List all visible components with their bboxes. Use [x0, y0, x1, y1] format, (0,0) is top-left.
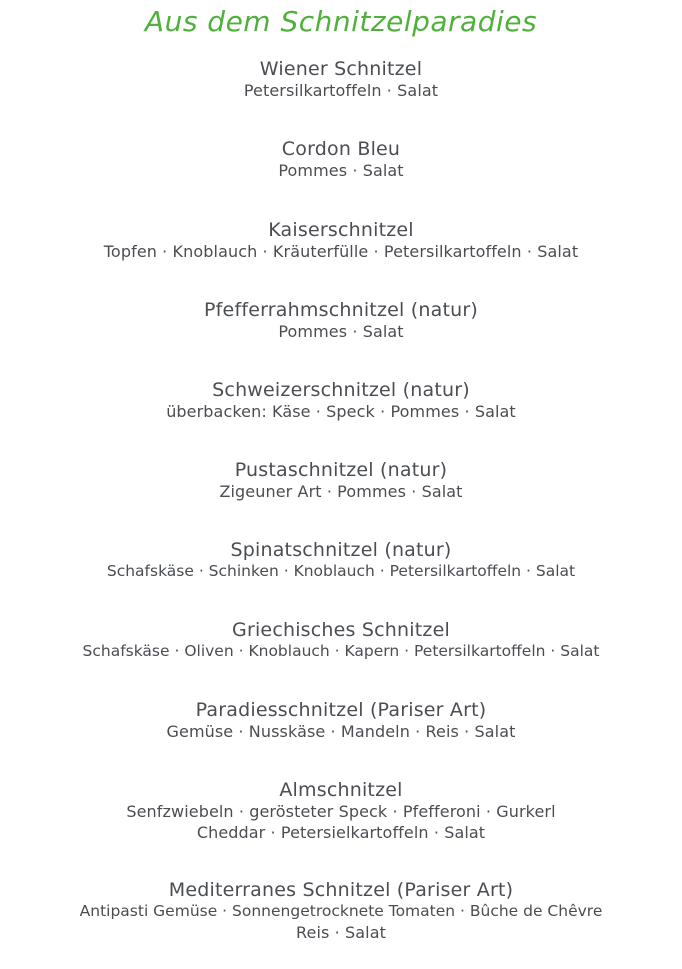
dish-name: Kaiserschnitzel	[268, 219, 414, 241]
dish-description: Schafskäse · Schinken · Knoblauch · Petersilkartoffeln · Salat	[106, 562, 576, 580]
dish-description: Topfen · Knoblauch · Kräuterfülle · Petersilkartoffeln · Salat	[103, 242, 579, 261]
dish-name: Pustaschnitzel (natur)	[234, 459, 448, 481]
dish-description: Pommes · Salat	[278, 161, 404, 180]
dish-description: überbacken: Käse · Speck · Pommes · Salat	[166, 402, 516, 421]
dish-description: Pommes · Salat	[278, 322, 404, 341]
dish-schweizerschnitzel	[0, 379, 682, 422]
menu-title: Aus dem Schnitzelparadies	[144, 5, 538, 38]
dish-description: Cheddar · Petersielkartoffeln · Salat	[196, 823, 486, 842]
dish-name: Griechisches Schnitzel	[232, 619, 450, 641]
dish-description: Schafskäse · Oliven · Knoblauch · Kapern · Petersilkartoffeln · Salat	[82, 642, 600, 660]
dish-description: Gemüse · Nusskäse · Mandeln · Reis · Salat	[166, 722, 516, 741]
dish-cordon-bleu	[0, 138, 682, 181]
dish-kaiserschnitzel	[0, 219, 682, 262]
dish-description: Petersilkartoffeln · Salat	[243, 81, 439, 100]
dish-pustaschnitzel	[0, 459, 682, 502]
dish-spinatschnitzel	[0, 539, 682, 582]
dish-name: Wiener Schnitzel	[259, 58, 423, 80]
dish-name: Mediterranes Schnitzel (Pariser Art)	[168, 879, 514, 901]
dish-mediterranes-schnitzel	[0, 879, 682, 943]
dish-description: Antipasti Gemüse · Sonnengetrocknete Tomaten · Bûche de Chêvre	[79, 902, 603, 920]
dish-name: Cordon Bleu	[281, 138, 401, 160]
dish-name: Schweizerschnitzel (natur)	[212, 379, 470, 401]
dish-paradiesschnitzel	[0, 699, 682, 742]
dish-name: Spinatschnitzel (natur)	[230, 539, 452, 561]
dish-description: Reis · Salat	[296, 923, 386, 942]
dish-pfefferrahmschnitzel	[0, 299, 682, 342]
dish-almschnitzel	[0, 779, 682, 843]
dish-name: Almschnitzel	[279, 779, 403, 801]
dish-griechisches-schnitzel	[0, 619, 682, 662]
dish-name: Pfefferrahmschnitzel (natur)	[204, 299, 478, 321]
dish-description: Senfzwiebeln · gerösteter Speck · Pfefferoni · Gurkerl	[126, 802, 556, 821]
dish-description: Zigeuner Art · Pommes · Salat	[219, 482, 463, 501]
dish-name: Paradiesschnitzel (Pariser Art)	[195, 699, 487, 721]
dish-wiener-schnitzel	[0, 58, 682, 101]
